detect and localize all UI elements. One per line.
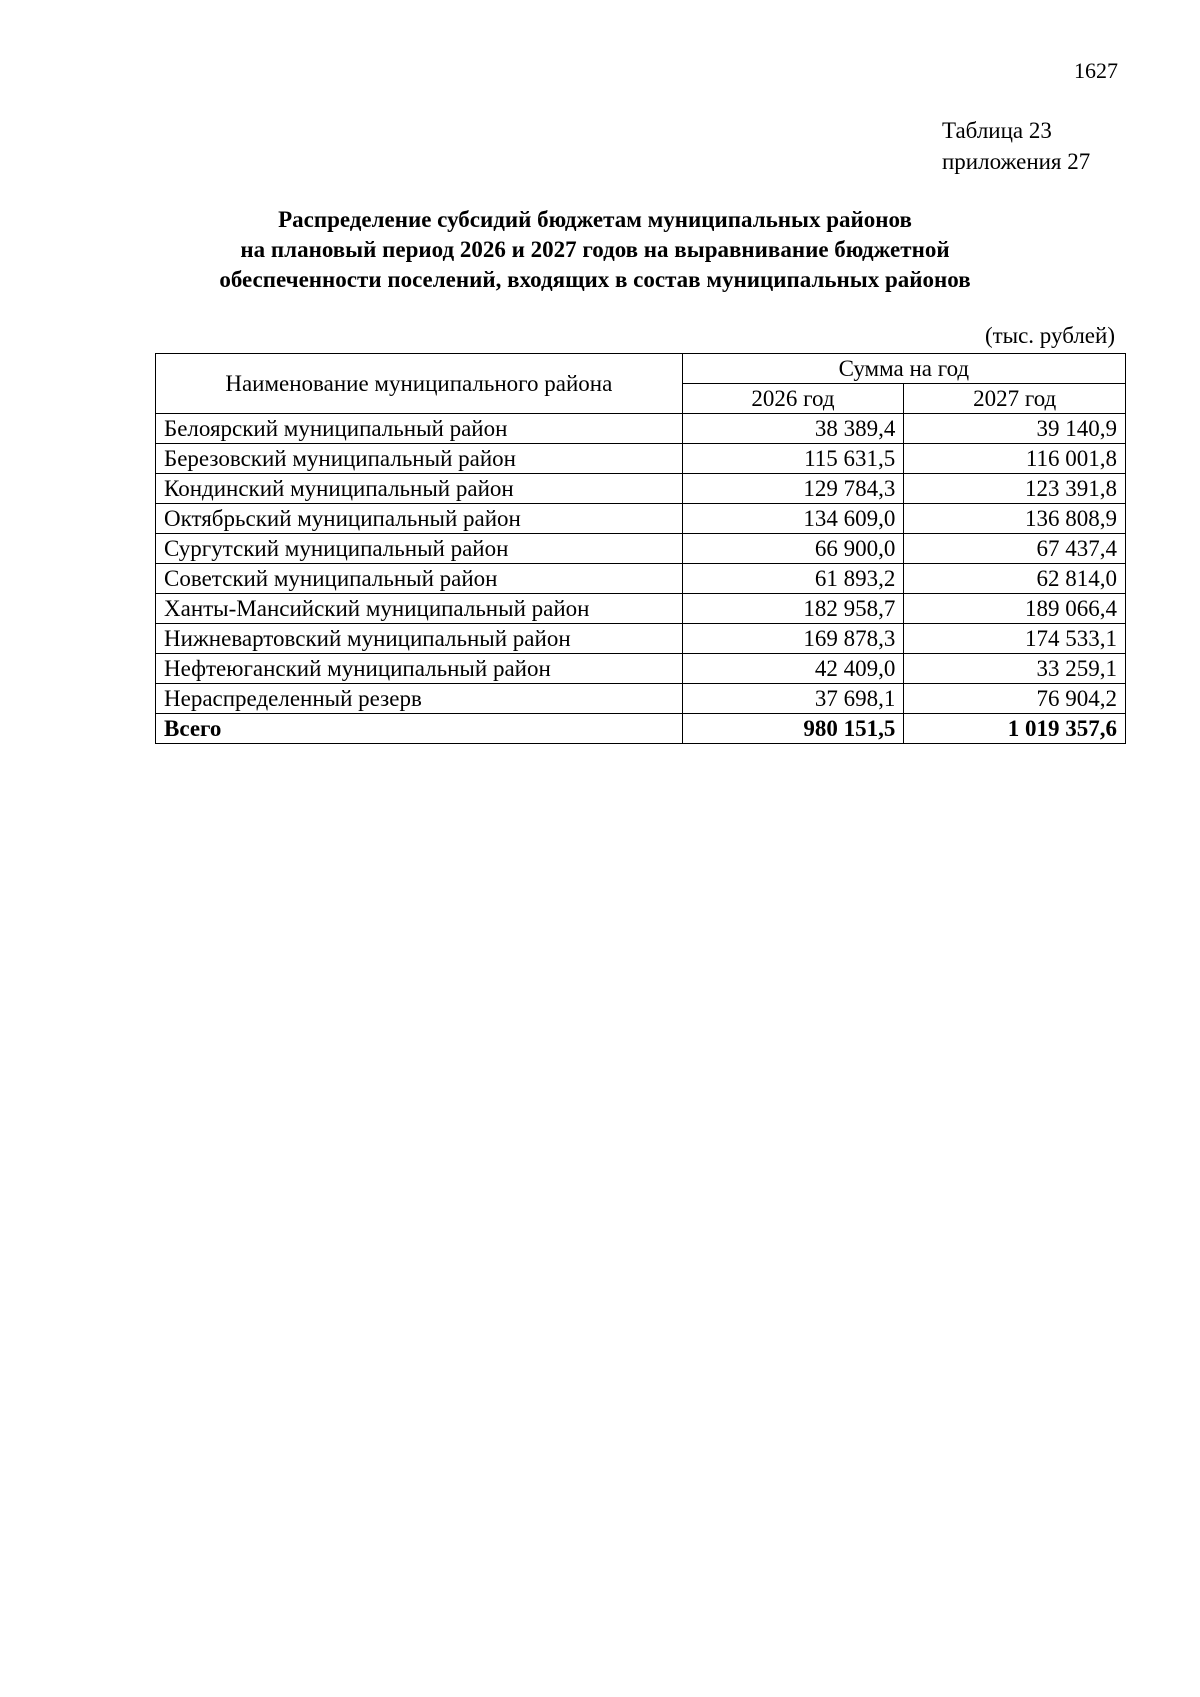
table-header-row <box>156 354 1126 384</box>
document-title-line-1: Распределение субсидий бюджетам муниципальных районов <box>278 207 912 232</box>
amount-2026-cell: 61 893,2 <box>682 564 904 594</box>
district-name-cell: Советский муниципальный район <box>156 564 683 594</box>
total-2026-cell: 980 151,5 <box>682 714 904 744</box>
amount-2027-cell: 67 437,4 <box>904 534 1126 564</box>
total-label-cell: Всего <box>156 714 683 744</box>
amount-2026-cell: 66 900,0 <box>682 534 904 564</box>
table-row <box>156 534 1126 564</box>
table-row <box>156 504 1126 534</box>
table-body <box>156 414 1126 744</box>
district-name-cell: Ханты-Мансийский муниципальный район <box>156 594 683 624</box>
amount-2026-cell: 134 609,0 <box>682 504 904 534</box>
header-sum-per-year: Сумма на год <box>682 354 1125 384</box>
total-2027-cell: 1 019 357,6 <box>904 714 1126 744</box>
amount-2027-cell: 76 904,2 <box>904 684 1126 714</box>
amount-2027-cell: 33 259,1 <box>904 654 1126 684</box>
header-district-name: Наименование муниципального района <box>156 354 683 414</box>
district-name-cell: Нефтеюганский муниципальный район <box>156 654 683 684</box>
document-title-line-3: обеспеченности поселений, входящих в состав муниципальных районов <box>219 267 971 292</box>
table-row <box>156 594 1126 624</box>
district-name-cell: Кондинский муниципальный район <box>156 474 683 504</box>
amount-2026-cell: 115 631,5 <box>682 444 904 474</box>
table-row <box>156 564 1126 594</box>
table-total-row <box>156 714 1126 744</box>
district-name-cell: Белоярский муниципальный район <box>156 414 683 444</box>
amount-2027-cell: 136 808,9 <box>904 504 1126 534</box>
amount-2026-cell: 169 878,3 <box>682 624 904 654</box>
table-row <box>156 654 1126 684</box>
table-reference <box>942 115 1090 177</box>
amount-2026-cell: 38 389,4 <box>682 414 904 444</box>
table-row <box>156 684 1126 714</box>
document-title <box>150 205 1040 295</box>
document-title-line-2: на плановый период 2026 и 2027 годов на выравнивание бюджетной <box>240 237 950 262</box>
units-label: (тыс. рублей) <box>984 323 1115 348</box>
district-name-cell: Нижневартовский муниципальный район <box>156 624 683 654</box>
amount-2027-cell: 62 814,0 <box>904 564 1126 594</box>
table-reference-number: Таблица 23 <box>942 118 1052 143</box>
table-row <box>156 444 1126 474</box>
page-number: 1627 <box>1074 58 1118 83</box>
amount-2026-cell: 182 958,7 <box>682 594 904 624</box>
amount-2026-cell: 37 698,1 <box>682 684 904 714</box>
amount-2027-cell: 116 001,8 <box>904 444 1126 474</box>
table-row <box>156 414 1126 444</box>
table-row <box>156 624 1126 654</box>
header-year-2027: 2027 год <box>904 384 1126 414</box>
district-name-cell: Нераспределенный резерв <box>156 684 683 714</box>
amount-2027-cell: 174 533,1 <box>904 624 1126 654</box>
amount-2027-cell: 189 066,4 <box>904 594 1126 624</box>
district-name-cell: Сургутский муниципальный район <box>156 534 683 564</box>
amount-2027-cell: 39 140,9 <box>904 414 1126 444</box>
header-year-2026: 2026 год <box>682 384 904 414</box>
district-name-cell: Березовский муниципальный район <box>156 444 683 474</box>
table-row <box>156 474 1126 504</box>
amount-2027-cell: 123 391,8 <box>904 474 1126 504</box>
table-reference-appendix: приложения 27 <box>942 149 1091 174</box>
subsidy-table <box>155 353 1126 744</box>
amount-2026-cell: 42 409,0 <box>682 654 904 684</box>
amount-2026-cell: 129 784,3 <box>682 474 904 504</box>
district-name-cell: Октябрьский муниципальный район <box>156 504 683 534</box>
